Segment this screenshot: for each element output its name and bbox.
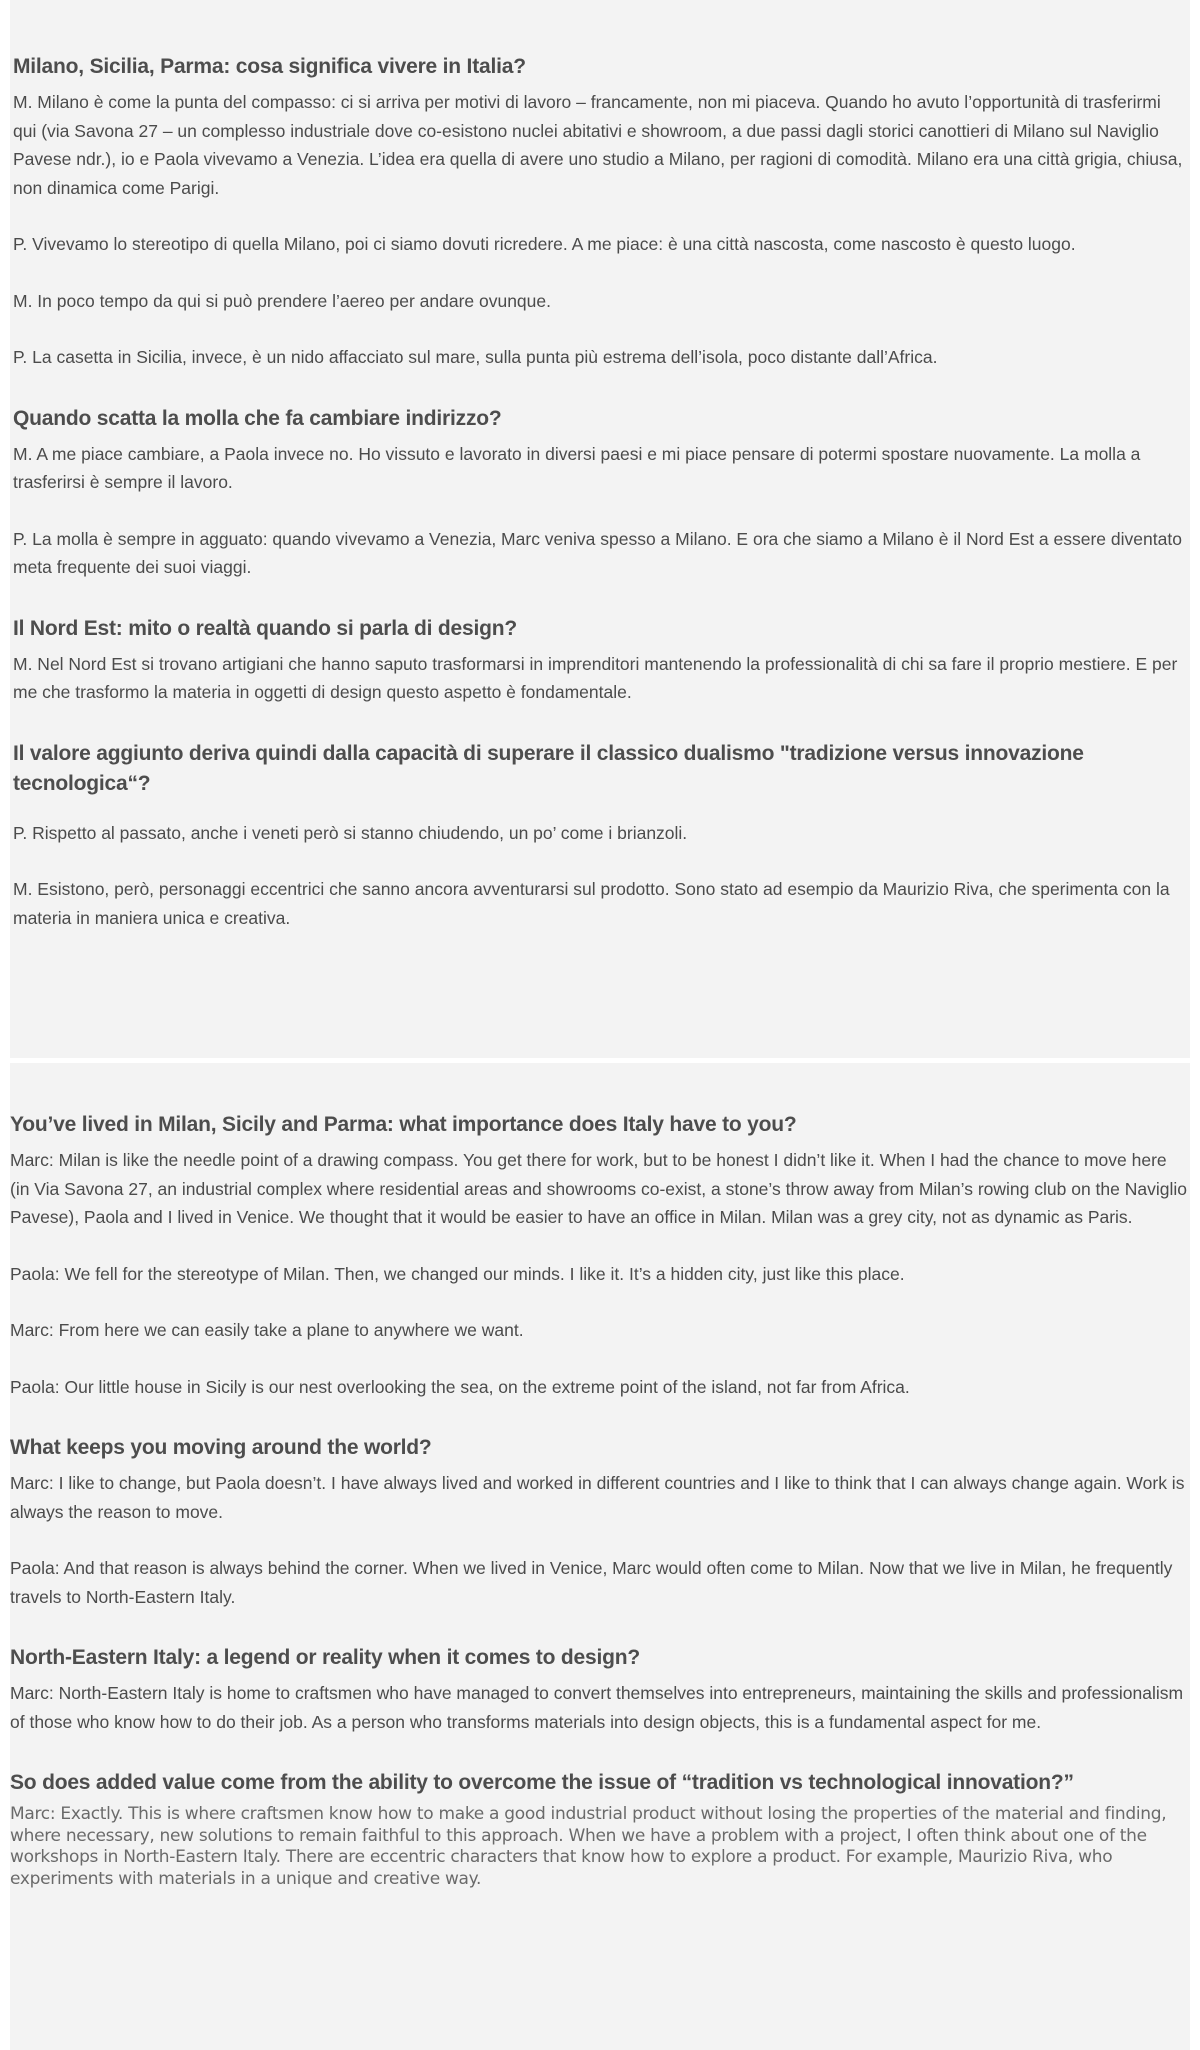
answer-paragraph: M. A me piace cambiare, a Paola invece no. Ho vissuto e lavorato in diversi paesi e mi piace pensare di potermi spostare nuovamente. La molla a trasferirsi è sempre il lavoro. [13,443,1141,492]
question-heading: Milano, Sicilia, Parma: cosa significa vivere in Italia? [13,55,526,78]
question-heading: You’ve lived in Milan, Sicily and Parma: what importance does Italy have to you? [10,1113,797,1136]
answer-paragraph: M. Milano è come la punta del compasso: ci si arriva per motivi di lavoro – francamente, non mi piaceva. Quando ho avuto l’opportunità di trasferirmi qui (via Savona 27 – un complesso industriale dove co-esistono nuclei abitativi e showroom, a due passi dagli storici canottieri di Milano sul Naviglio Pavese ndr.), io e Paola vivevamo a Venezia. L’idea era quella di avere uno studio a Milano, per ragioni di comodità. Milano era una città grigia, chiusa, non dinamica come Parigi. [13,92,1183,198]
english-interview-section [10,1063,1190,2050]
answer-paragraph: M. Nel Nord Est si trovano artigiani che hanno saputo trasformarsi in imprenditori mantenendo la professionalità di chi sa fare il proprio mestiere. E per me che trasformo la materia in oggetti di design questo aspetto è fondamentale. [13,653,1178,702]
question-heading: What keeps you moving around the world? [10,1436,432,1459]
question-heading: Il Nord Est: mito o realtà quando si parla di design? [13,616,517,640]
answer-paragraph: Marc: North-Eastern Italy is home to craftsmen who have managed to convert themselves into entrepreneurs, maintaining the skills and professionalism of those who know how to do their job. As a person who transforms materials into design objects, this is a fundamental aspect for me. [10,1683,1184,1732]
answer-paragraph: Paola: Our little house in Sicily is our nest overlooking the sea, on the extreme point of the island, not far from Africa. [10,1376,910,1397]
question-heading: Il valore aggiunto deriva quindi dalla capacità di superare il classico dualismo "tradizione versus innovazione tecnologica“? [13,741,1084,795]
italian-interview-section [10,0,1190,1058]
answer-paragraph: M. In poco tempo da qui si può prendere l’aereo per andare ovunque. [13,290,551,311]
answer-paragraph: P. Rispetto al passato, anche i veneti però si stanno chiudendo, un po’ come i brianzoli. [13,822,688,843]
answer-paragraph: Marc: I like to change, but Paola doesn’t. I have always lived and worked in different countries and I like to think that I can always change again. Work is always the reason to move. [10,1473,1185,1522]
answer-paragraph: Marc: Milan is like the needle point of a drawing compass. You get there for work, but to be honest I didn’t like it. When I had the chance to move here (in Via Savona 27, an industrial complex where residential areas and showrooms co-exist, a stone’s throw away from Milan’s rowing club on the Naviglio Pavese), Paola and I lived in Venice. We thought that it would be easier to have an office in Milan. Milan was a grey city, not as dynamic as Paris. [10,1150,1187,1227]
answer-paragraph: Paola: We fell for the stereotype of Milan. Then, we changed our minds. I like it. It’s a hidden city, just like this place. [10,1263,905,1284]
answer-paragraph: Marc: From here we can easily take a plane to anywhere we want. [10,1320,524,1340]
answer-paragraph: P. Vivevamo lo stereotipo di quella Milano, poi ci siamo dovuti ricredere. A me piace: è una città nascosta, come nascosto è questo luogo. [13,234,1076,254]
answer-paragraph: Paola: And that reason is always behind the corner. When we lived in Venice, Marc would often come to Milan. Now that we live in Milan, he frequently travels to North-Eastern Italy. [10,1558,1173,1607]
question-heading: North-Eastern Italy: a legend or reality when it comes to design? [10,1646,640,1669]
question-heading: So does added value come from the ability to overcome the issue of “tradition vs technological innovation?” [10,1771,1074,1794]
answer-paragraph: P. La casetta in Sicilia, invece, è un nido affacciato sul mare, sulla punta più estrema dell’isola, poco distante dall’Africa. [13,347,938,367]
question-heading: Quando scatta la molla che fa cambiare indirizzo? [13,406,502,430]
answer-paragraph: P. La molla è sempre in agguato: quando vivevamo a Venezia, Marc veniva spesso a Milano. E ora che siamo a Milano è il Nord Est a essere diventato meta frequente dei suoi viaggi. [13,528,1182,577]
answer-paragraph: Marc: Exactly. This is where craftsmen know how to make a good industrial product without losing the properties of the material and finding, where necessary, new solutions to remain faithful to this approach. When we have a problem with a project, I often think about one of the workshops in North-Eastern Italy. There are eccentric characters that know how to explore a product. For example, Maurizio Riva, who experiments with materials in a unique and creative way. [10,1804,1167,1889]
answer-paragraph: M. Esistono, però, personaggi eccentrici che sanno ancora avventurarsi sul prodotto. Sono stato ad esempio da Maurizio Riva, che sperimenta con la materia in maniera unica e creativa. [13,879,1170,928]
